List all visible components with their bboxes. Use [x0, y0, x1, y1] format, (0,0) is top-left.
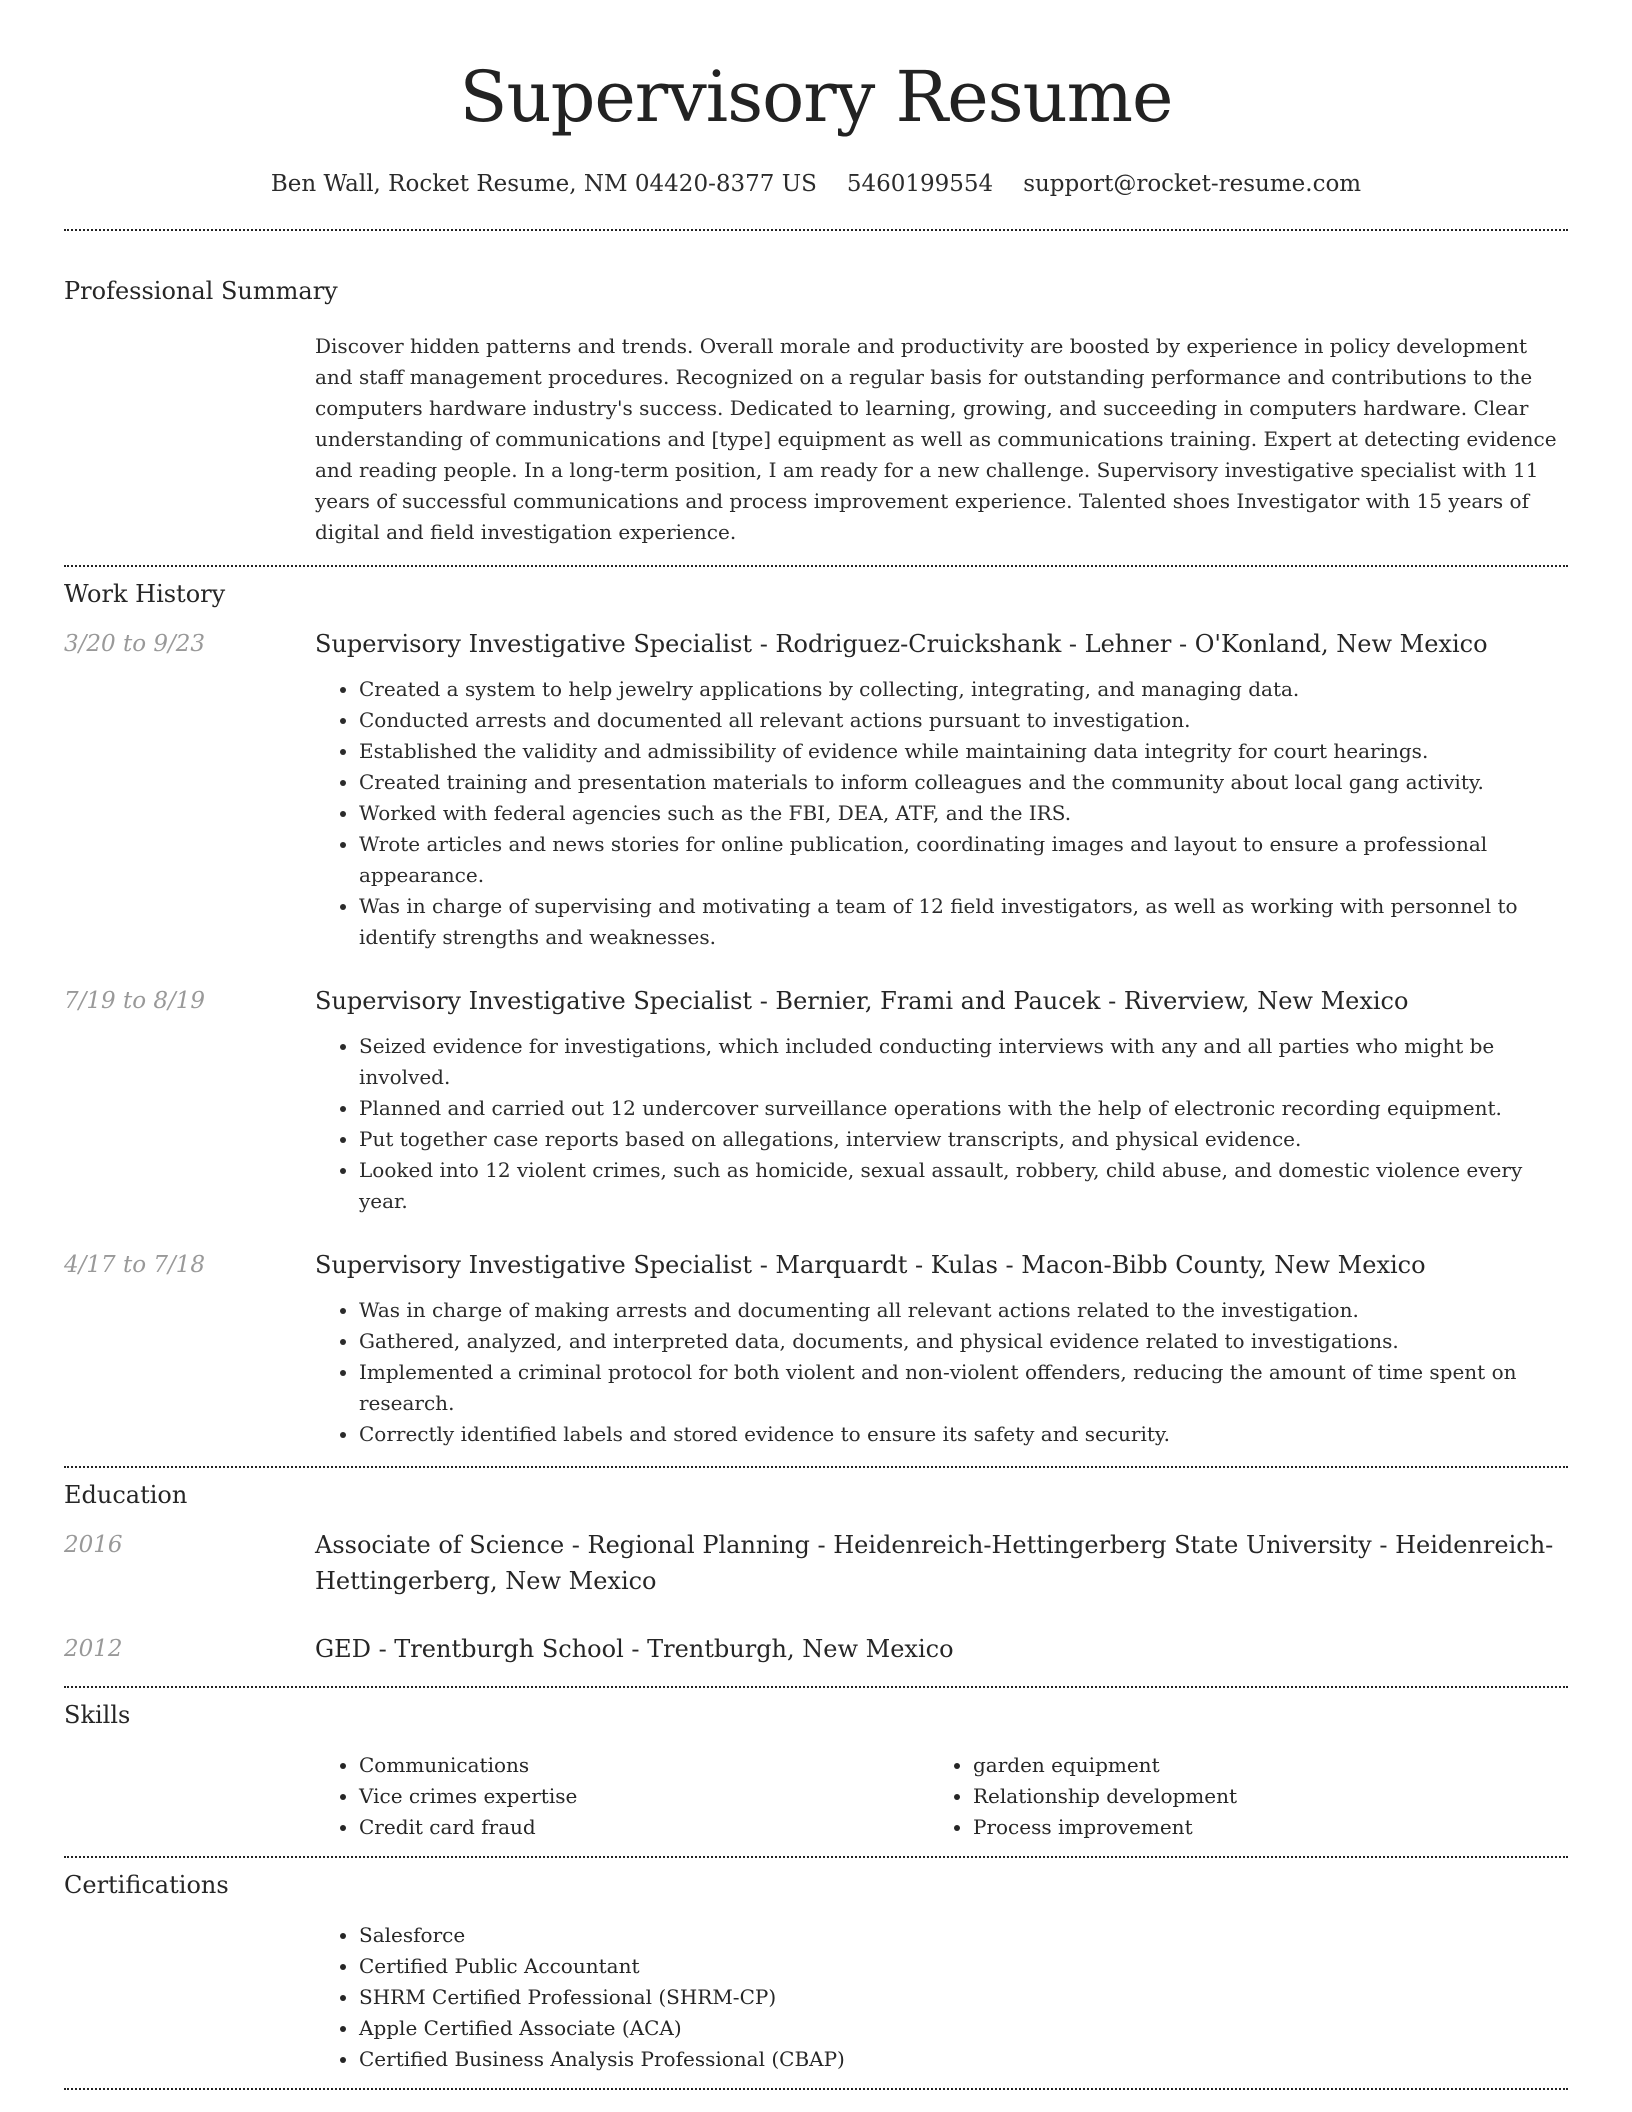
education-entry [64, 1631, 1568, 1667]
section-divider [64, 229, 1568, 231]
education-text: Associate of Science - Regional Planning - Heidenreich-Hettingerberg State University - Heidenreich-Hettingerberg, New Mexico [315, 1531, 1554, 1595]
skills-grid [315, 1750, 1568, 1843]
job-bullet: • Conducted arrests and documented all relevant actions pursuant to investigation. [359, 705, 1568, 736]
job-dates: 3/20 to 9/23 [64, 631, 206, 657]
job-bullet: • Wrote articles and news stories for online publication, coordinating images and layout to ensure a professional appearance. [359, 829, 1568, 891]
work-history-section [64, 579, 1568, 1450]
summary-heading: Professional Summary [64, 277, 338, 305]
summary-text: Discover hidden patterns and trends. Overall morale and productivity are boosted by experience in policy development and staff management procedures. Recognized on a regular basis for outstanding performance and contributions to the computers hardware industry's success. Dedicated to learning, growing, and succeeding in computers hardware. Clear understanding of communications and [type] equipment as well as communications training. Expert at detecting evidence and reading people. In a long-term position, I am ready for a new challenge. Supervisory investigative specialist with 11 years of successful communications and process improvement experience. Talented shoes Investigator with 15 years of digital and field investigation experience. [315, 334, 1557, 544]
job-bullets [315, 1031, 1568, 1217]
job-bullets [315, 674, 1568, 953]
skill-item: • garden equipment [973, 1750, 1543, 1781]
job-dates: 4/17 to 7/18 [64, 1252, 206, 1278]
job-bullet: • Implemented a criminal protocol for both violent and non-violent offenders, reducing the amount of time spent on research. [359, 1357, 1568, 1419]
certifications-list [315, 1920, 1568, 2075]
skills-section [64, 1700, 1568, 1843]
job-entry [64, 626, 1568, 953]
certifications-heading: Certifications [64, 1871, 229, 1899]
section-divider [64, 2088, 1568, 2090]
job-bullets [315, 1295, 1568, 1450]
job-title: Supervisory Investigative Specialist - Rodriguez-Cruickshank - Lehner - O'Konland, New Mexico [315, 630, 1488, 658]
certifications-section [64, 1870, 1568, 2075]
education-entry [64, 1527, 1568, 1599]
skills-heading: Skills [64, 1701, 131, 1729]
education-text: GED - Trentburgh School - Trentburgh, New Mexico [315, 1635, 954, 1663]
job-bullet: • Looked into 12 violent crimes, such as homicide, sexual assault, robbery, child abuse, and domestic violence every year. [359, 1155, 1568, 1217]
job-bullet: • Worked with federal agencies such as the FBI, DEA, ATF, and the IRS. [359, 798, 1568, 829]
work-history-heading: Work History [64, 580, 226, 608]
skill-item: • Credit card fraud [359, 1812, 929, 1843]
job-bullet: • Was in charge of supervising and motivating a team of 12 field investigators, as well as working with personnel to identify strengths and weaknesses. [359, 891, 1568, 953]
job-bullet: • Was in charge of making arrests and documenting all relevant actions related to the investigation. [359, 1295, 1568, 1326]
section-divider [64, 1856, 1568, 1858]
job-bullet: • Planned and carried out 12 undercover surveillance operations with the help of electronic recording equipment. [359, 1093, 1568, 1124]
job-bullet: • Correctly identified labels and stored evidence to ensure its safety and security. [359, 1419, 1568, 1450]
skills-list-right [929, 1750, 1543, 1843]
certification-item: • Apple Certified Associate (ACA) [359, 2013, 1568, 2044]
section-divider [64, 1466, 1568, 1468]
education-section [64, 1480, 1568, 1667]
job-bullet: • Created training and presentation materials to inform colleagues and the community about local gang activity. [359, 767, 1568, 798]
summary-section [64, 276, 1568, 548]
certification-item: • SHRM Certified Professional (SHRM-CP) [359, 1982, 1568, 2013]
contact-address: Ben Wall, Rocket Resume, NM 04420-8377 US [270, 171, 817, 197]
job-entry [64, 983, 1568, 1217]
education-heading: Education [64, 1481, 188, 1509]
contact-line [64, 169, 1568, 199]
skill-item: • Vice crimes expertise [359, 1781, 929, 1812]
skill-item: • Relationship development [973, 1781, 1543, 1812]
certification-item: • Salesforce [359, 1920, 1568, 1951]
skill-item: • Communications [359, 1750, 929, 1781]
education-year: 2016 [64, 1532, 123, 1558]
certification-item: • Certified Business Analysis Professional (CBAP) [359, 2044, 1568, 2075]
skills-list-left [315, 1750, 929, 1843]
resume-page [64, 0, 1568, 2090]
contact-phone: 5460199554 [846, 171, 994, 197]
resume-title: Supervisory Resume [459, 56, 1173, 138]
education-year: 2012 [64, 1636, 123, 1662]
job-entry [64, 1247, 1568, 1450]
contact-email: support@rocket-resume.com [1023, 171, 1362, 197]
job-bullet: • Established the validity and admissibility of evidence while maintaining data integrity for court hearings. [359, 736, 1568, 767]
job-bullet: • Seized evidence for investigations, which included conducting interviews with any and all parties who might be involved. [359, 1031, 1568, 1093]
skill-item: • Process improvement [973, 1812, 1543, 1843]
job-bullet: • Gathered, analyzed, and interpreted data, documents, and physical evidence related to investigations. [359, 1326, 1568, 1357]
job-title: Supervisory Investigative Specialist - Marquardt - Kulas - Macon-Bibb County, New Mexico [315, 1251, 1426, 1279]
job-title: Supervisory Investigative Specialist - Bernier, Frami and Paucek - Riverview, New Mexico [315, 987, 1409, 1015]
certification-item: • Certified Public Accountant [359, 1951, 1568, 1982]
section-divider [64, 565, 1568, 567]
job-bullet: • Put together case reports based on allegations, interview transcripts, and physical evidence. [359, 1124, 1568, 1155]
section-divider [64, 1686, 1568, 1688]
job-dates: 7/19 to 8/19 [64, 988, 206, 1014]
job-bullet: • Created a system to help jewelry applications by collecting, integrating, and managing data. [359, 674, 1568, 705]
